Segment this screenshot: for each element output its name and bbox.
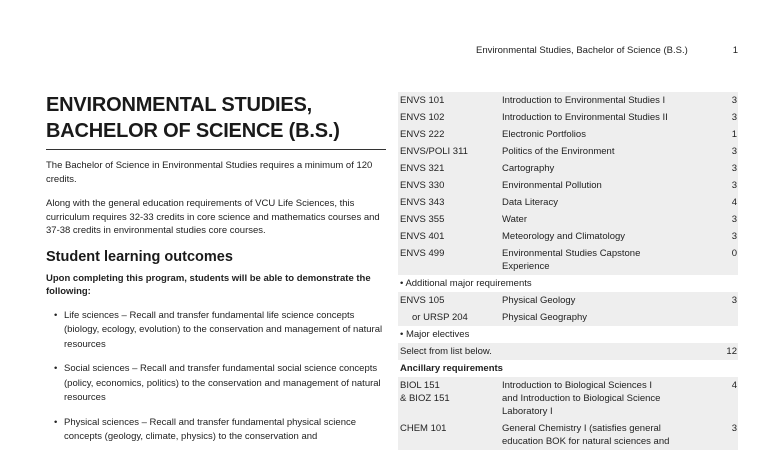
course-title: Water: [500, 211, 716, 228]
right-column: [398, 92, 738, 450]
course-code: ENVS 401: [398, 228, 500, 245]
outcomes-list: [54, 309, 386, 445]
course-title-line: Laboratory I: [502, 406, 553, 417]
course-code: [398, 377, 500, 420]
intro-paragraph-credits: The Bachelor of Science in Environmental Studies requires a minimum of 120 credits.: [46, 160, 373, 185]
table-row: [398, 228, 738, 245]
course-code: ENVS 105: [398, 292, 500, 309]
course-title: Electronic Portfolios: [500, 126, 716, 143]
running-header-title: Environmental Studies, Bachelor of Science (B.S.): [476, 45, 688, 56]
table-row: [398, 160, 738, 177]
course-title: Physical Geology: [500, 292, 716, 309]
table-row: [398, 309, 738, 326]
document-title: [46, 92, 386, 144]
course-title-line: education BOK for natural sciences and: [502, 436, 670, 447]
course-code: ENVS 321: [398, 160, 500, 177]
table-row: [398, 245, 738, 275]
course-title: Environmental Pollution: [500, 177, 716, 194]
course-credits: 4: [716, 377, 738, 420]
course-code-line: BIOL 151: [400, 380, 440, 391]
course-title: Introduction to Environmental Studies I: [500, 92, 716, 109]
table-row: [398, 343, 738, 360]
table-row: [398, 177, 738, 194]
course-code: ENVS 330: [398, 177, 500, 194]
course-code-line: & BIOZ 151: [400, 393, 450, 404]
table-row: [398, 194, 738, 211]
ancillary-requirements-label: Ancillary requirements: [400, 363, 503, 374]
course-code: ENVS/POLI 311: [398, 143, 500, 160]
outcome-life-sciences: • Life sciences – Recall and transfer fundamental life science concepts (biology, ecology, evolution) to the conservation and management of natural resources: [54, 309, 386, 353]
course-title-line: Introduction to Biological Sciences I: [502, 380, 652, 391]
course-title: Data Literacy: [500, 194, 716, 211]
table-row: [398, 109, 738, 126]
section-label-row: [398, 275, 738, 292]
course-code: ENVS 102: [398, 109, 500, 126]
course-credits: 4: [716, 194, 738, 211]
course-credits: 3: [716, 160, 738, 177]
course-credits: 3: [716, 292, 738, 309]
course-title: Meteorology and Climatology: [500, 228, 716, 245]
course-credits: 3: [716, 143, 738, 160]
course-code: ENVS 355: [398, 211, 500, 228]
requirements-table: [398, 92, 738, 450]
electives-credits: 12: [716, 343, 738, 360]
course-code: ENVS 101: [398, 92, 500, 109]
course-credits: 3: [716, 228, 738, 245]
intro-paragraph-curriculum: Along with the general education requirements of VCU Life Sciences, this curriculum requires 32-33 credits in core science and mathematics courses and 37-38 credits in environmental studies core courses.: [46, 198, 380, 236]
course-title: Introduction to Environmental Studies II: [500, 109, 716, 126]
course-code: ENVS 222: [398, 126, 500, 143]
table-row: [398, 377, 738, 420]
outcome-social-sciences: • Social sciences – Recall and transfer fundamental social science concepts (policy, economics, politics) to the conservation and management of natural resources: [54, 362, 386, 406]
electives-note: Select from list below.: [398, 343, 716, 360]
course-title-line: Environmental Studies Capstone: [502, 248, 641, 259]
course-credits: [716, 309, 738, 326]
course-credits: 3: [716, 177, 738, 194]
course-title: [500, 377, 716, 420]
course-title: Cartography: [500, 160, 716, 177]
table-row: [398, 211, 738, 228]
outcomes-heading: Student learning outcomes: [46, 248, 233, 265]
course-credits: 3: [716, 109, 738, 126]
table-row: [398, 143, 738, 160]
outcomes-intro: Upon completing this program, students will be able to demonstrate the following:: [46, 272, 371, 297]
course-title-line: and Introduction to Biological Science: [502, 393, 661, 404]
course-code: ENVS 343: [398, 194, 500, 211]
left-column: [46, 92, 386, 455]
page-number: 1: [732, 45, 738, 56]
course-code: CHEM 101: [398, 420, 500, 450]
table-row: [398, 126, 738, 143]
title-rule: [46, 149, 386, 150]
course-credits: 3: [716, 92, 738, 109]
course-code: ENVS 499: [398, 245, 500, 275]
course-credits: 3: [716, 211, 738, 228]
section-label-row: [398, 360, 738, 377]
table-row: [398, 292, 738, 309]
major-electives-label: • Major electives: [400, 329, 470, 340]
section-label-row: [398, 326, 738, 343]
document-title-line-1: ENVIRONMENTAL STUDIES,: [46, 94, 312, 116]
course-credits: 3: [716, 420, 738, 450]
table-row: [398, 420, 738, 450]
course-credits: 1: [716, 126, 738, 143]
course-title: [500, 420, 716, 450]
outcome-physical-sciences: • Physical sciences – Recall and transfer fundamental physical science concepts (geology, climate, physics) to the conservation and: [54, 416, 386, 445]
document-title-line-2: BACHELOR OF SCIENCE (B.S.): [46, 120, 340, 142]
course-title: Physical Geography: [500, 309, 716, 326]
course-title: [500, 245, 716, 275]
table-row: [398, 92, 738, 109]
course-credits: 0: [716, 245, 738, 275]
course-code-alternative: or URSP 204: [398, 309, 500, 326]
course-title-line: Experience: [502, 261, 550, 272]
additional-requirements-label: • Additional major requirements: [400, 278, 532, 289]
course-title-line: General Chemistry I (satisfies general: [502, 423, 661, 434]
course-title: Politics of the Environment: [500, 143, 716, 160]
